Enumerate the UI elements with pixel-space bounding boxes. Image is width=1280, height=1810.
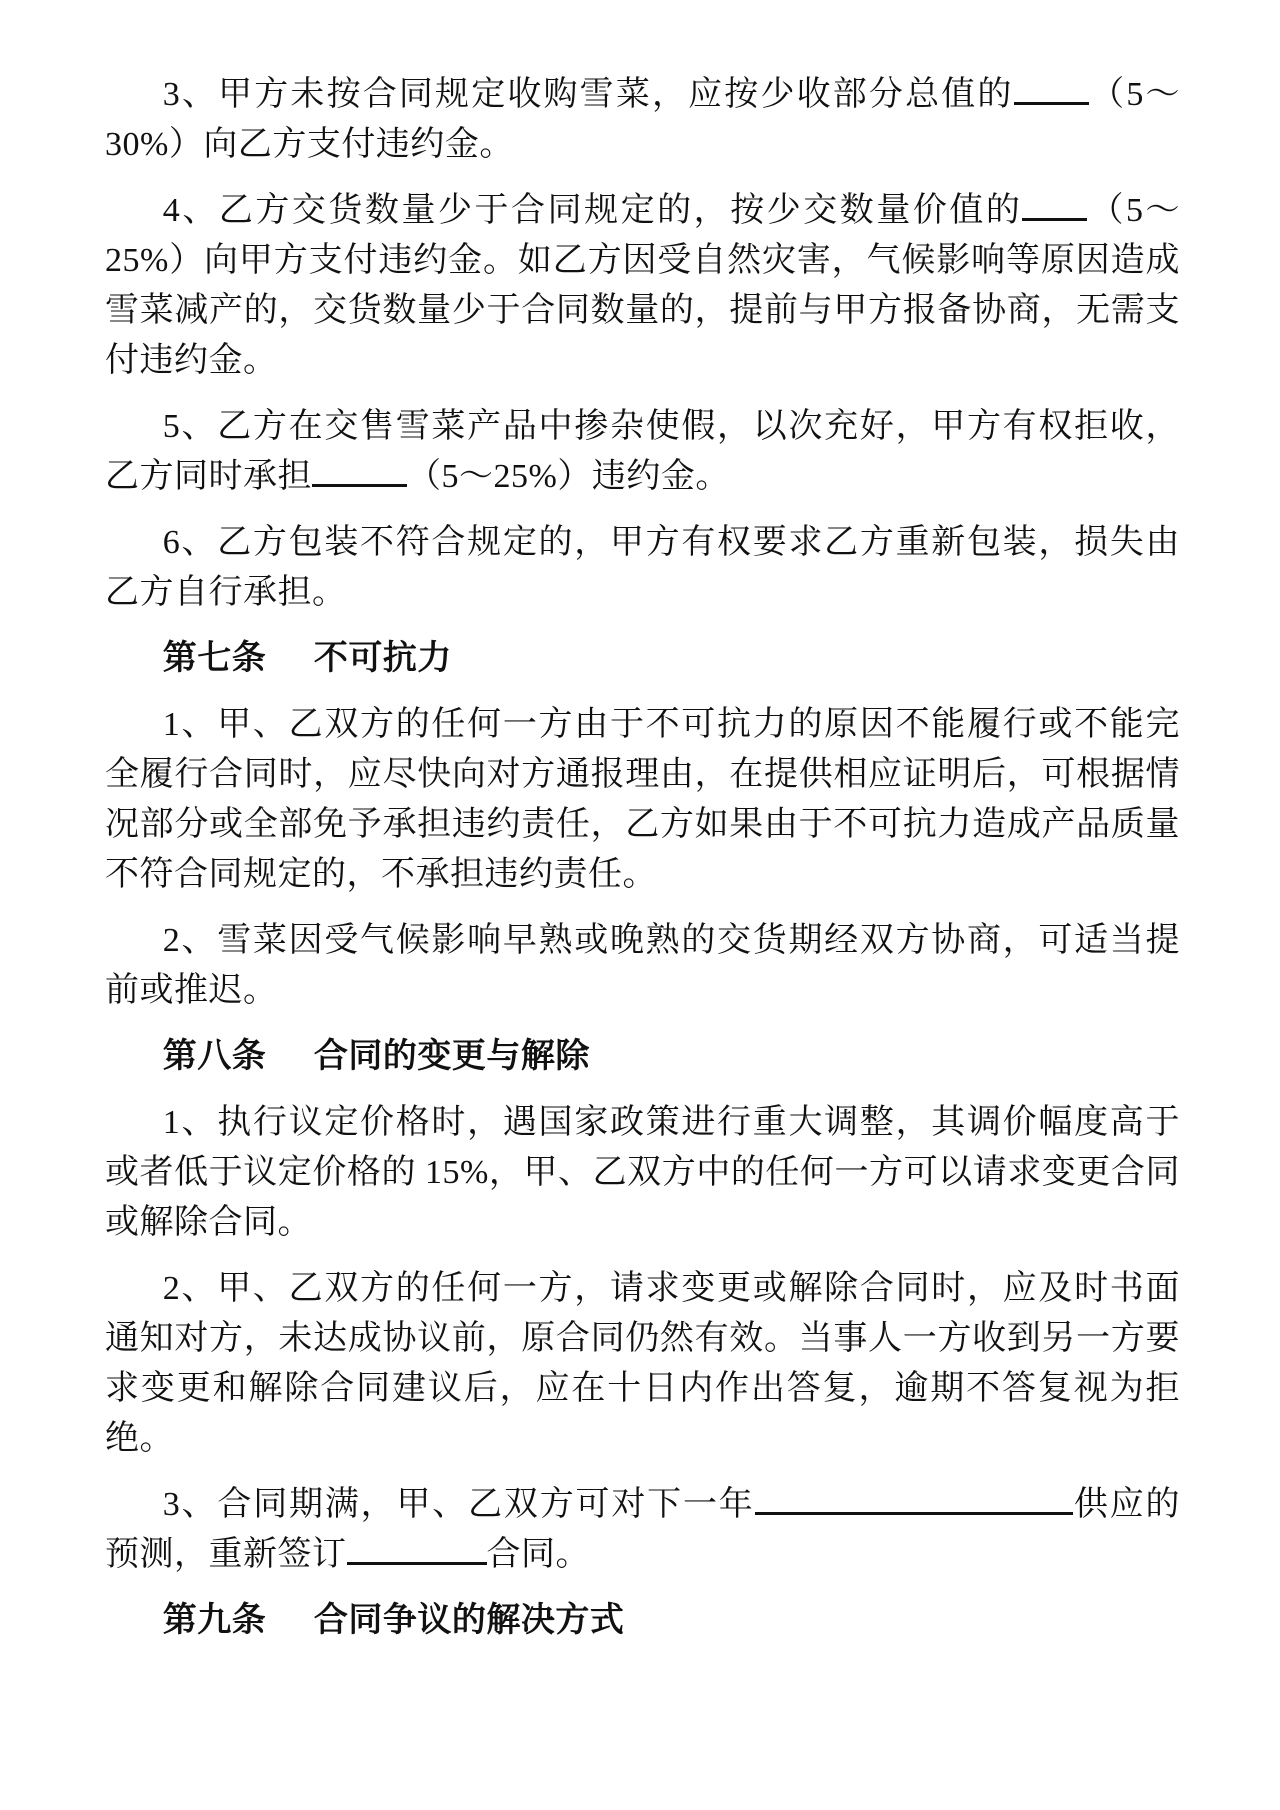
section-heading (105, 1032, 1180, 1082)
clause-text: 2、甲、乙双方的任何一方，请求变更或解除合同时，应及时书面通知对方，未达成协议前，原合同仍然有效。当事人一方收到另一方要求变更和解除合同建议后，应在十日内作出答复，逾期不答复视为拒绝。 (105, 1270, 1180, 1457)
section-title: 合同争议的解决方式 (313, 1602, 625, 1639)
fill-in-blank (755, 1481, 1055, 1515)
clause-text: 3、甲方未按合同规定收购雪菜，应按少收部分总值的 (162, 76, 1014, 113)
clause-text: 4、乙方交货数量少于合同规定的，按少交数量价值的 (162, 192, 1023, 229)
clause-paragraph (105, 518, 1180, 618)
clause-text: （5～25%）向甲方支付违约金。如乙方因受自然灾害，气候影响等原因造成雪菜减产的，交货数量少于合同数量的，提前与甲方报备协商，无需支付违约金。 (105, 192, 1181, 379)
clause-paragraph (105, 1098, 1180, 1248)
section-title: 不可抗力 (313, 640, 452, 677)
fill-in-blank (1055, 1481, 1073, 1515)
clause-paragraph (105, 70, 1180, 170)
clause-text: 3、合同期满，甲、乙双方可对下一年 (162, 1486, 755, 1523)
clause-text: 2、雪菜因受气候影响早熟或晚熟的交货期经双方协商，可适当提前或推迟。 (105, 922, 1180, 1009)
section-heading (105, 634, 1180, 684)
clause-text: 供应的预测，重新签订 (105, 1486, 1181, 1573)
section-title: 合同的变更与解除 (313, 1038, 590, 1075)
clause-paragraph (105, 1480, 1180, 1580)
clause-text: 1、执行议定价格时，遇国家政策进行重大调整，其调价幅度高于或者低于议定价格的 15%，甲、乙双方中的任何一方可以请求变更合同或解除合同。 (105, 1104, 1180, 1241)
clause-text: 6、乙方包装不符合规定的，甲方有权要求乙方重新包装，损失由乙方自行承担。 (105, 524, 1180, 611)
section-number: 第八条 (162, 1038, 267, 1075)
contract-body (105, 70, 1180, 1646)
clause-text: 1、甲、乙双方的任何一方由于不可抗力的原因不能履行或不能完全履行合同时，应尽快向对方通报理由，在提供相应证明后，可根据情况部分或全部免予承担违约责任，乙方如果由于不可抗力造成产品质量不符合同规定的，不承担违约责任。 (105, 706, 1180, 893)
clause-paragraph (105, 1264, 1180, 1464)
fill-in-blank (312, 453, 407, 487)
clause-text: 合同。 (486, 1536, 590, 1573)
fill-in-blank (347, 1531, 487, 1565)
clause-paragraph (105, 916, 1180, 1016)
clause-paragraph (105, 186, 1180, 386)
clause-paragraph (105, 402, 1180, 502)
fill-in-blank (1014, 71, 1089, 105)
section-number: 第九条 (162, 1602, 267, 1639)
clause-text: 5、乙方在交售雪菜产品中掺杂使假，以次充好，甲方有权拒收，乙方同时承担 (105, 408, 1180, 495)
section-number: 第七条 (162, 640, 267, 677)
clause-text: （5～30%）向乙方支付违约金。 (105, 76, 1180, 163)
section-heading (105, 1596, 1180, 1646)
fill-in-blank (1022, 187, 1087, 221)
clause-paragraph (105, 700, 1180, 900)
clause-text: （5～25%）违约金。 (407, 458, 730, 495)
